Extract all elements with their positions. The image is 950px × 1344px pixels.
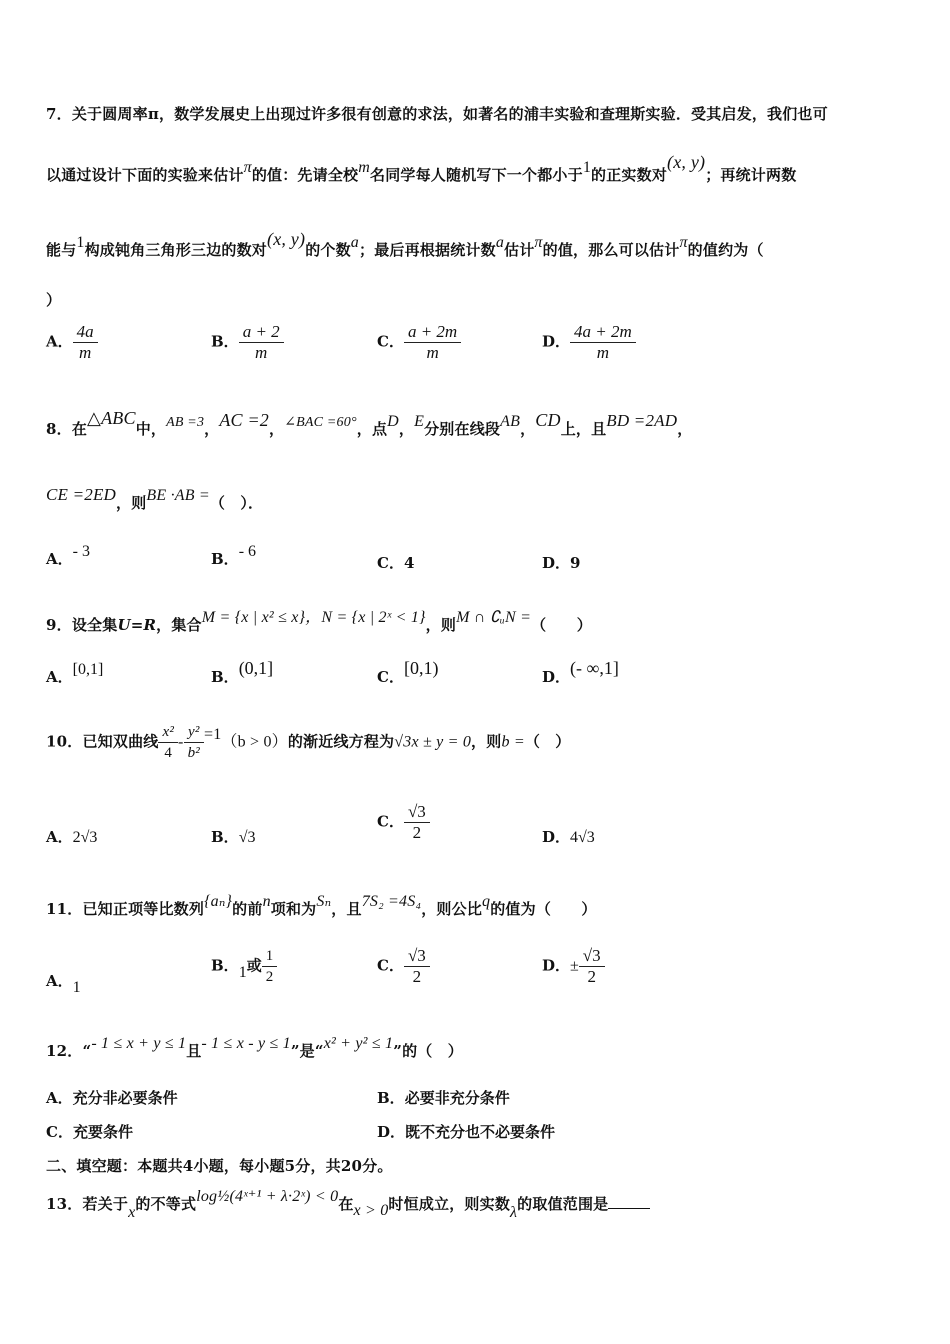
q7-line1: 7．关于圆周率π，数学发展史上出现过许多很有创意的求法，如著名的浦丰实验和查理斯实验．受其启发，我们也可 (46, 105, 828, 123)
q11-option-b[interactable]: B．1或 $\frac{1}{2}$ (211, 946, 277, 987)
q9-option-c[interactable]: C．[0,1) (377, 658, 439, 686)
q7-line4: ） (46, 291, 62, 309)
q10-option-b[interactable]: B．√3 (211, 828, 256, 846)
q7-option-a[interactable]: A． $\frac{4a}{m}$ (46, 322, 98, 363)
q7-option-b[interactable]: B． $\frac{a + 2}{m}$ (211, 322, 284, 363)
q13-line: 13．若关于x的不等式log½(4ˣ⁺¹ + λ·2ˣ) < 0在x > 0时恒成立，则实数λ的取值范围是 (46, 1193, 650, 1214)
q11-option-c[interactable]: C． $\frac{√3}{2}$ (377, 946, 430, 987)
q7-option-d[interactable]: D． $\frac{4a + 2m}{m}$ (542, 322, 636, 363)
q8-option-a[interactable]: A．- 3 (46, 543, 90, 568)
q11-line: 11．已知正项等比数列{aₙ}的前n项和为Sₙ，且7S₂ =4S₄，则公比q的值为（ ） (46, 893, 597, 918)
section-heading: 二、填空题：本题共4小题，每小题5分，共20分。 (46, 1157, 393, 1175)
q8-option-b[interactable]: B．- 6 (211, 543, 257, 568)
q11-option-a[interactable]: A．1 (46, 972, 81, 996)
q8-line2: CE =2ED，则BE ·AB =（ ）． (46, 485, 264, 512)
q8-line1: 8．在△ABC中，AB =3，AC =2，∠BAC =60°，点D，E分别在线段AB，CD上，且BD =2AD， (46, 408, 693, 438)
q9-option-b[interactable]: B．(0,1] (211, 658, 274, 686)
q12-line: 12．“- 1 ≤ x + y ≤ 1且- 1 ≤ x - y ≤ 1”是“x² + y² ≤ 1”的（ ） (46, 1035, 463, 1060)
q9-line: 9．设全集U=R，集合M = {x | x² ≤ x}，N = {x | 2ˣ < 1}，则M ∩ ∁ᵤN =（ ） (46, 609, 592, 634)
q12-option-d[interactable]: D．既不充分也不必要条件 (377, 1123, 556, 1141)
q7-line3: 能与1构成钝角三角形三边的数对(x, y)的个数a；最后再根据统计数a估计π的值，那么可以估计π的值约为（ (46, 229, 764, 259)
q9-option-a[interactable]: A．[0,1] (46, 661, 104, 686)
q8-option-d[interactable]: D．9 (542, 554, 581, 572)
q11-option-d[interactable]: D．± $\frac{√3}{2}$ (542, 946, 605, 987)
q12-option-c[interactable]: C．充要条件 (46, 1123, 133, 1141)
q7-option-c[interactable]: C． $\frac{a + 2m}{m}$ (377, 322, 461, 363)
q8-option-c[interactable]: C．4 (377, 554, 415, 572)
answer-blank[interactable] (608, 1194, 650, 1209)
q7-line2: 以通过设计下面的实验来估计π的值：先请全校m名同学每人随机写下一个都小于1的正实数对(x, y)；再统计两数 (46, 152, 797, 184)
q12-option-a[interactable]: A．充分非必要条件 (46, 1089, 178, 1107)
q10-option-c[interactable]: C． $\frac{√3}{2}$ (377, 802, 430, 843)
q10-option-a[interactable]: A．2√3 (46, 828, 98, 846)
q12-option-b[interactable]: B．必要非充分条件 (377, 1089, 510, 1107)
q10-line: 10．已知双曲线 $\frac{\text{x²}}{4}$ - $\frac{\text{y²}}{\text{b²}}$ =1（b > 0）的渐近线方程为√3x ± y = 0，则b =（ ） (46, 724, 571, 761)
q9-option-d[interactable]: D．(- ∞,1] (542, 658, 619, 686)
q10-option-d[interactable]: D．4√3 (542, 828, 595, 846)
